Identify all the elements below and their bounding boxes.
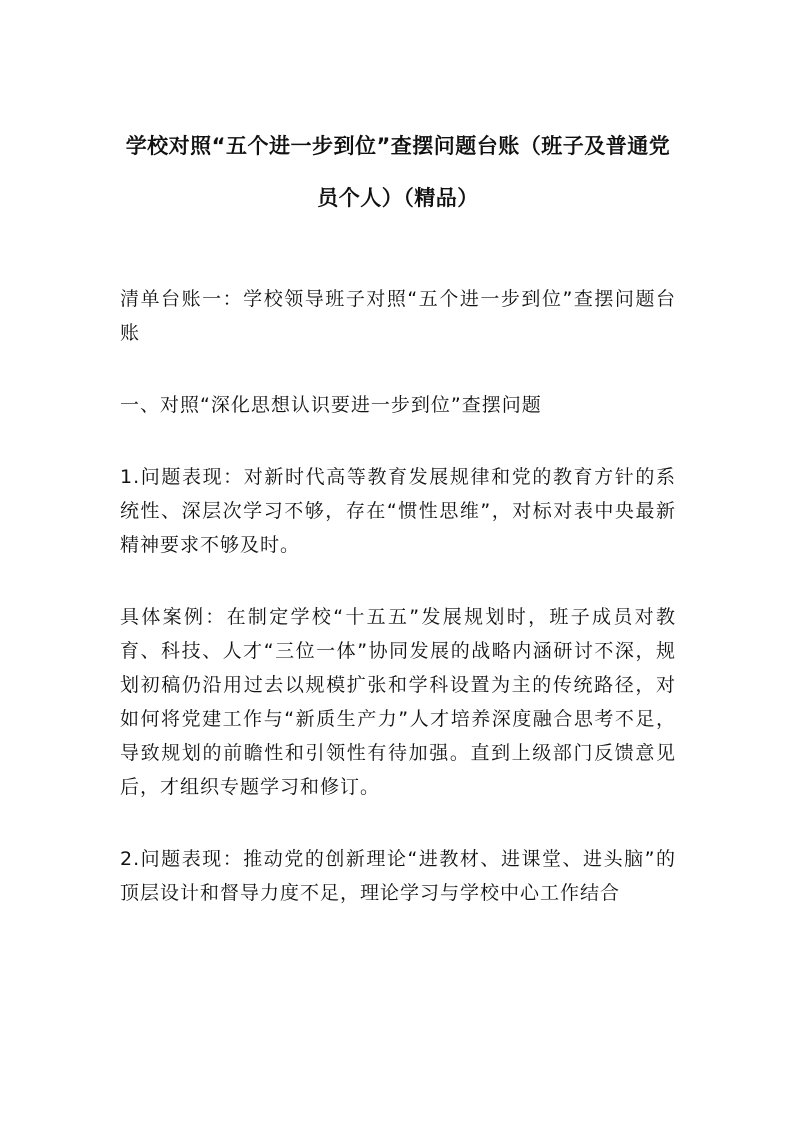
spacer: [120, 224, 676, 282]
spacer: [120, 562, 676, 600]
problem-item-1: 1.问题表现：对新时代高等教育发展规律和党的教育方针的系统性、深层次学习不够，存在“惯性思维”，对标对表中央最新精神要求不够及时。: [120, 466, 676, 556]
spacer: [120, 422, 676, 460]
document-body: [120, 120, 676, 910]
spacer: [120, 350, 676, 388]
spacer: [120, 804, 676, 842]
document-title: 学校对照“五个进一步到位”查摆问题台账（班子及普通党员个人）（精品）: [125, 134, 671, 210]
ledger-heading: 清单台账一：学校领导班子对照“五个进一步到位”查摆问题台账: [120, 288, 676, 344]
case-paragraph-1: 具体案例：在制定学校“十五五”发展规划时，班子成员对教育、科技、人才“三位一体”协同发展的战略内涵研讨不深，规划初稿仍沿用过去以规模扩张和学科设置为主的传统路径，对如何将党建工作与“新质生产力”人才培养深度融合思考不足，导致规划的前瞻性和引领性有待加强。直到上级部门反馈意见后，才组织专题学习和修订。: [120, 606, 676, 798]
problem-item-2: 2.问题表现：推动党的创新理论“进教材、进课堂、进头脑”的顶层设计和督导力度不足，理论学习与学校中心工作结合: [120, 848, 676, 904]
section-heading: 一、对照“深化思想认识要进一步到位”查摆问题: [120, 394, 542, 416]
